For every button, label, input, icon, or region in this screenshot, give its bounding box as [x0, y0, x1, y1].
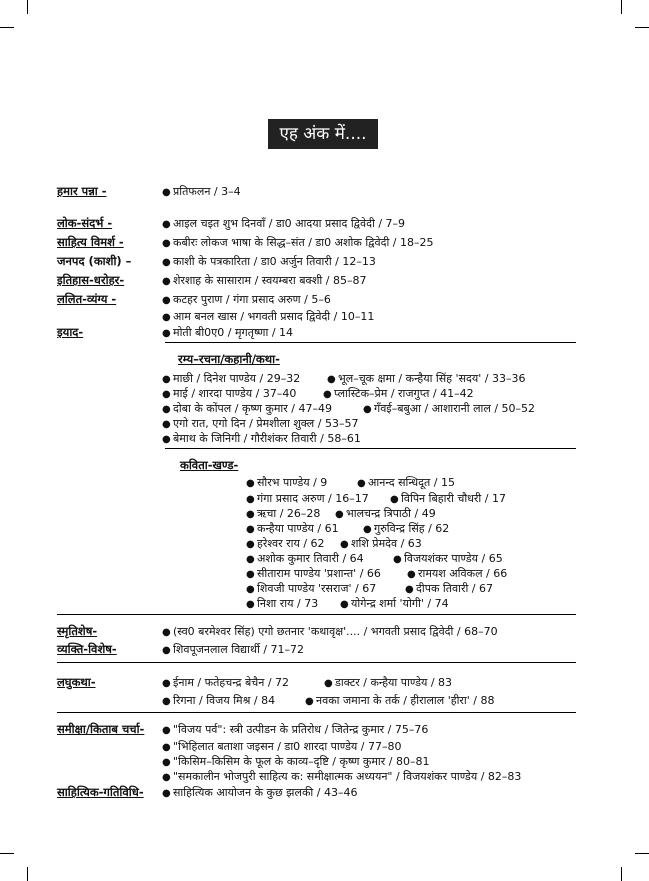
section-label-lalit: ललित-व्यंग्य -	[57, 292, 117, 306]
toc-entry: ● सौरभ पाण्डेय / 9	[246, 476, 328, 489]
crop-mark-tr-h	[635, 27, 649, 28]
bullet-icon: ●	[162, 742, 171, 753]
toc-entry: ● ईनाम / फतेहचन्द्र बेचैन / 72	[162, 676, 290, 689]
section-label-itihas: इतिहास-धरोहर-	[57, 273, 125, 287]
section-label-iyad: इयाद-	[57, 325, 84, 339]
bullet-icon: ●	[246, 554, 255, 565]
toc-entry: ● बेमाथ के जिनिगी / गौरीशंकर तिवारी / 58–61	[162, 432, 361, 445]
toc-entry: ● शशि प्रेमदेव / 63	[340, 537, 422, 550]
toc-entry: ● शेरशाह के सासाराम / स्वयम्बरा बक्शी / 85–87	[162, 274, 367, 287]
bullet-icon: ●	[162, 257, 171, 268]
toc-entry: ● प्रतिफलन / 3–4	[162, 185, 241, 198]
issue-contents-title: एह अंक में....	[268, 119, 378, 149]
toc-entry: ● आइल चइत शुभ दिनवाँ / डा0 आदया प्रसाद द्विवेदी / 7–9	[162, 217, 406, 230]
section-label-vyakti-vishesh: व्यक्ति-विशेष-	[57, 642, 117, 656]
bullet-icon: ●	[405, 584, 414, 595]
section-label-hamar-panna: हमार पन्ना -	[57, 184, 107, 198]
bullet-icon: ●	[323, 389, 332, 400]
bullet-icon: ●	[246, 509, 255, 520]
section-label-laghukatha: लघुकथा-	[57, 675, 96, 689]
toc-entry: ● योगेन्द्र शर्मा 'योगी' / 74	[340, 597, 449, 610]
bullet-icon: ●	[246, 584, 255, 595]
bullet-icon: ●	[327, 374, 336, 385]
toc-entry: ● एगो रात, एगो दिन / प्रेमशीला शुक्ल / 53–57	[162, 417, 359, 430]
section-label-gatividhi: साहित्यिक-गतिविधि-	[57, 785, 144, 799]
bullet-icon: ●	[162, 404, 171, 415]
bullet-icon: ●	[393, 554, 402, 565]
toc-entry: ● विपिन बिहारी चौधरी / 17	[390, 492, 506, 505]
toc-entry: ● गंगा प्रसाद अरुण / 16–17	[246, 492, 369, 505]
toc-entry: ● मोती बी0ए0 / मृगतृष्णा / 14	[162, 326, 294, 339]
crop-mark-bl-v	[27, 867, 28, 881]
toc-entry: ● "भिहिलात बताशा जइसन / डा0 शारदा पाण्डेय / 77–80	[162, 740, 402, 753]
bullet-icon: ●	[246, 539, 255, 550]
toc-entry: ● प्लास्टिक–प्रेम / राजगुप्त / 41–42	[323, 387, 474, 400]
toc-entry: ● माई / शारदा पाण्डेय / 37–40	[162, 387, 297, 400]
bullet-icon: ●	[324, 678, 333, 689]
toc-entry: ● अशोक कुमार तिवारी / 64	[246, 552, 364, 565]
toc-entry: ● कटहर पुराण / गंगा प्रसाद अरुण / 5–6	[162, 293, 331, 306]
toc-entry: ● विजयशंकर पाण्डेय / 65	[393, 552, 503, 565]
section-divider	[165, 342, 576, 343]
crop-mark-bl-h	[0, 853, 14, 854]
crop-mark-tl-v	[27, 0, 28, 14]
bullet-icon: ●	[162, 374, 171, 385]
section-divider	[57, 662, 576, 663]
bullet-icon: ●	[162, 678, 171, 689]
bullet-icon: ●	[162, 696, 171, 707]
bullet-icon: ●	[246, 494, 255, 505]
bullet-icon: ●	[363, 404, 372, 415]
toc-entry: ● गुरुविन्द्र सिंह / 62	[363, 522, 450, 535]
bullet-icon: ●	[162, 312, 171, 323]
bullet-icon: ●	[162, 419, 171, 430]
bullet-icon: ●	[390, 494, 399, 505]
crop-mark-br-h	[635, 853, 649, 854]
bullet-icon: ●	[335, 509, 344, 520]
bullet-icon: ●	[162, 645, 171, 656]
toc-entry: ● (स्व0 बरमेश्वर सिंह) एगो छतनार 'कथावृक्ष'.... / भगवती प्रसाद द्विवेदी / 68–70	[162, 625, 498, 638]
toc-entry: ● साहित्यिक आयोजन के कुछ झलकी / 43–46	[162, 786, 358, 799]
section-divider	[165, 448, 576, 449]
toc-entry: ● डाक्टर / कन्हैया पाण्डेय / 83	[324, 676, 453, 689]
bullet-icon: ●	[246, 569, 255, 580]
toc-entry: ● गँवई–बबुआ / आशारानी लाल / 50–52	[363, 402, 536, 415]
toc-entry: ● ऋचा / 26–28	[246, 507, 321, 520]
toc-entry: ● माछी / दिनेश पाण्डेय / 29–32	[162, 372, 301, 385]
bullet-icon: ●	[162, 187, 171, 198]
bullet-icon: ●	[162, 434, 171, 445]
bullet-icon: ●	[162, 389, 171, 400]
bullet-icon: ●	[407, 569, 416, 580]
section-label-janpad: जनपद (काशी) –	[57, 254, 132, 268]
section-divider	[57, 614, 576, 615]
toc-entry: ● दीपक तिवारी / 67	[405, 582, 494, 595]
crop-mark-tr-v	[621, 0, 622, 14]
section-divider	[57, 712, 576, 713]
bullet-icon: ●	[363, 524, 372, 535]
toc-entry: ● काशी के पत्रकारिता / डा0 अर्जुन तिवारी / 12–13	[162, 255, 376, 268]
bullet-icon: ●	[162, 238, 171, 249]
toc-entry: ● सीताराम पाण्डेय 'प्रशान्त' / 66	[246, 567, 381, 580]
kavita-heading: कविता-खण्ड-	[180, 458, 239, 472]
crop-mark-tl-h	[0, 27, 14, 28]
bullet-icon: ●	[162, 276, 171, 287]
bullet-icon: ●	[162, 757, 171, 768]
toc-entry: ● "विजय पर्व": स्त्री उत्पीडन के प्रतिरोध / जितेन्द्र कुमार / 75–76	[162, 723, 429, 736]
toc-entry: ● आनन्द सन्धिदूत / 15	[357, 476, 455, 489]
bullet-icon: ●	[305, 696, 314, 707]
toc-entry: ● कबीरः लोकज भाषा के सिद्ध–संत / डा0 अशोक द्विवेदी / 18–25	[162, 236, 434, 249]
bullet-icon: ●	[340, 539, 349, 550]
bullet-icon: ●	[162, 328, 171, 339]
toc-entry: ● निशा राय / 73	[246, 597, 319, 610]
bullet-icon: ●	[162, 219, 171, 230]
toc-entry: ● शिवजी पाण्डेय 'रसराज' / 67	[246, 582, 377, 595]
toc-entry: ● भूल–चूक क्षमा / कन्हैया सिंह 'सदय' / 33–36	[327, 372, 526, 385]
toc-entry: ● दोबा के कोंपल / कृष्ण कुमार / 47–49	[162, 402, 332, 415]
bullet-icon: ●	[357, 478, 366, 489]
section-label-sahitya-vimarsh: साहित्य विमर्श -	[57, 235, 124, 249]
bullet-icon: ●	[340, 599, 349, 610]
toc-entry: ● रिगना / विजय मिश्र / 84	[162, 694, 276, 707]
bullet-icon: ●	[246, 524, 255, 535]
bullet-icon: ●	[162, 725, 171, 736]
bullet-icon: ●	[246, 478, 255, 489]
toc-entry: ● नवका जमाना के तर्क / हीरालाल 'हीरा' / 88	[305, 694, 495, 707]
bullet-icon: ●	[246, 599, 255, 610]
toc-entry: ● कन्हैया पाण्डेय / 61	[246, 522, 339, 535]
bullet-icon: ●	[162, 772, 171, 783]
section-label-smritishesh: स्मृतिशेष-	[57, 624, 98, 638]
bullet-icon: ●	[162, 295, 171, 306]
toc-entry: ● हरेश्वर राय / 62	[246, 537, 325, 550]
toc-entry: ● आम बनल खास / भगवती प्रसाद द्विवेदी / 10–11	[162, 310, 375, 323]
bullet-icon: ●	[162, 788, 171, 799]
toc-entry: ● शिवपूजनलाल विद्यार्थी / 71–72	[162, 643, 305, 656]
section-label-lok-sandarbh: लोक-संदर्भ -	[57, 216, 113, 230]
toc-entry: ● भालचन्द्र त्रिपाठी / 49	[335, 507, 436, 520]
toc-entry: ● "किसिम–किसिम के फूल के काव्य–दृष्टि / कृष्ण कुमार / 80–81	[162, 755, 430, 768]
toc-entry: ● "समकालीन भोजपुरी साहित्य क: समीक्षात्मक अध्ययन" / विजयशंकर पाण्डेय / 82–83	[162, 770, 522, 783]
ramya-heading: रम्य–रचना/कहानी/कथा-	[178, 352, 280, 366]
toc-entry: ● रामयश अविकल / 66	[407, 567, 508, 580]
crop-mark-br-v	[621, 867, 622, 881]
bullet-icon: ●	[162, 627, 171, 638]
section-label-samiksha: समीक्षा/किताब चर्चा-	[57, 722, 145, 736]
